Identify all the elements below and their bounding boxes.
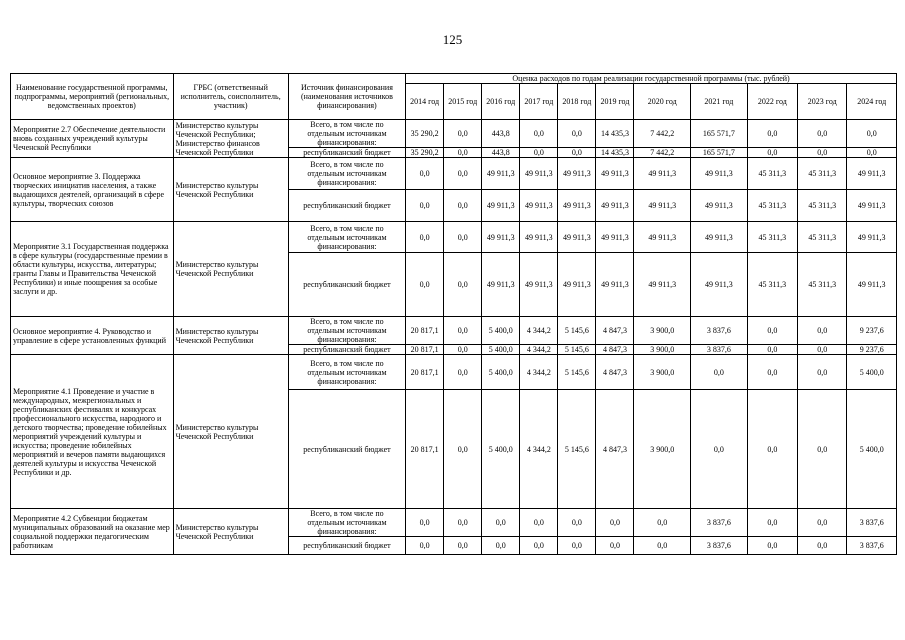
value-cell: 3 900,0 [634, 345, 691, 355]
source-cell: Всего, в том числе по отдельным источникам финансирования: [288, 158, 405, 190]
value-cell: 0,0 [798, 148, 847, 158]
value-cell: 0,0 [747, 345, 797, 355]
value-cell: 5 145,6 [558, 317, 596, 345]
value-cell: 7 442,2 [634, 148, 691, 158]
value-cell: 0,0 [406, 509, 444, 537]
value-cell: 49 911,3 [634, 190, 691, 222]
value-cell: 3 900,0 [634, 355, 691, 390]
value-cell: 0,0 [520, 120, 558, 148]
value-cell: 0,0 [444, 317, 482, 345]
value-cell: 0,0 [444, 355, 482, 390]
value-cell: 49 911,3 [520, 190, 558, 222]
value-cell: 0,0 [747, 148, 797, 158]
value-cell: 9 237,6 [847, 317, 897, 345]
value-cell: 0,0 [520, 537, 558, 555]
value-cell: 4 344,2 [520, 390, 558, 509]
value-cell: 0,0 [406, 537, 444, 555]
value-cell: 0,0 [482, 537, 520, 555]
value-cell: 49 911,3 [520, 222, 558, 253]
year-header: 2020 год [634, 84, 691, 120]
source-cell: Всего, в том числе по отдельным источникам финансирования: [288, 509, 405, 537]
value-cell: 3 837,6 [691, 345, 748, 355]
value-cell: 35 290,2 [406, 120, 444, 148]
source-cell: республиканский бюджет [288, 190, 405, 222]
header-source: Источник финансирования (наименования источников финансирования) [288, 74, 405, 120]
value-cell: 165 571,7 [691, 120, 748, 148]
year-header: 2015 год [444, 84, 482, 120]
value-cell: 5 400,0 [482, 390, 520, 509]
value-cell: 14 435,3 [596, 148, 634, 158]
value-cell: 0,0 [444, 190, 482, 222]
value-cell: 45 311,3 [747, 190, 797, 222]
source-cell: Всего, в том числе по отдельным источникам финансирования: [288, 120, 405, 148]
year-header: 2019 год [596, 84, 634, 120]
value-cell: 49 911,3 [520, 253, 558, 317]
value-cell: 0,0 [747, 120, 797, 148]
value-cell: 0,0 [747, 355, 797, 390]
value-cell: 0,0 [798, 120, 847, 148]
table-body [11, 120, 897, 555]
value-cell: 20 817,1 [406, 345, 444, 355]
grbs-cell: Министерство культуры Чеченской Республики [173, 222, 288, 317]
value-cell: 9 237,6 [847, 345, 897, 355]
value-cell: 3 900,0 [634, 390, 691, 509]
grbs-cell: Министерство культуры Чеченской Республики [173, 158, 288, 222]
value-cell: 0,0 [406, 190, 444, 222]
value-cell: 35 290,2 [406, 148, 444, 158]
value-cell: 49 911,3 [596, 158, 634, 190]
value-cell: 165 571,7 [691, 148, 748, 158]
year-header: 2018 год [558, 84, 596, 120]
activity-name: Основное мероприятие 3. Поддержка творческих инициатив населения, а также выдающихся деятелей, организаций в сфере культуры, творческих союзов [11, 158, 174, 222]
table-row [11, 509, 897, 537]
value-cell: 3 837,6 [847, 509, 897, 537]
value-cell: 49 911,3 [482, 222, 520, 253]
value-cell: 49 911,3 [691, 253, 748, 317]
value-cell: 49 911,3 [691, 190, 748, 222]
value-cell: 49 911,3 [634, 253, 691, 317]
year-header: 2014 год [406, 84, 444, 120]
value-cell: 0,0 [558, 148, 596, 158]
table-row [11, 355, 897, 390]
value-cell: 4 344,2 [520, 355, 558, 390]
value-cell: 0,0 [520, 148, 558, 158]
value-cell: 0,0 [596, 509, 634, 537]
value-cell: 3 837,6 [691, 509, 748, 537]
value-cell: 49 911,3 [847, 190, 897, 222]
value-cell: 0,0 [444, 345, 482, 355]
value-cell: 0,0 [798, 345, 847, 355]
value-cell: 5 400,0 [482, 345, 520, 355]
table-row [11, 120, 897, 148]
activity-name: Мероприятие 2.7 Обеспечение деятельности вновь созданных учреждений культуры Чеченской Республики [11, 120, 174, 158]
value-cell: 5 400,0 [482, 317, 520, 345]
grbs-cell: Министерство культуры Чеченской Республики [173, 317, 288, 355]
budget-table [10, 73, 897, 555]
value-cell: 5 400,0 [482, 355, 520, 390]
value-cell: 49 911,3 [847, 158, 897, 190]
value-cell: 45 311,3 [798, 222, 847, 253]
value-cell: 0,0 [520, 509, 558, 537]
grbs-cell: Министерство культуры Чеченской Республики; Министерство финансов Чеченской Республики [173, 120, 288, 158]
value-cell: 20 817,1 [406, 390, 444, 509]
value-cell: 0,0 [798, 355, 847, 390]
value-cell: 7 442,2 [634, 120, 691, 148]
value-cell: 0,0 [444, 120, 482, 148]
value-cell: 5 145,6 [558, 355, 596, 390]
value-cell: 49 911,3 [558, 222, 596, 253]
year-header: 2016 год [482, 84, 520, 120]
value-cell: 3 837,6 [847, 537, 897, 555]
value-cell: 49 911,3 [482, 158, 520, 190]
value-cell: 0,0 [406, 222, 444, 253]
value-cell: 443,8 [482, 148, 520, 158]
header-name: Наименование государственной программы, подпрограммы, мероприятий (региональных, ведомственных проектов) [11, 74, 174, 120]
grbs-cell: Министерство культуры Чеченской Республики [173, 355, 288, 509]
value-cell: 45 311,3 [798, 253, 847, 317]
value-cell: 0,0 [444, 390, 482, 509]
activity-name: Мероприятие 3.1 Государственная поддержка в сфере культуры (государственные премии в области культуры, искусства, литературы; гранты Главы и Правительства Чеченской Республики) и иные поощрения за особые заслуги и др. [11, 222, 174, 317]
value-cell: 45 311,3 [747, 253, 797, 317]
value-cell: 0,0 [444, 509, 482, 537]
activity-name: Мероприятие 4.2 Субвенции бюджетам муниципальных образований на оказание мер социальной поддержки педагогическим работникам [11, 509, 174, 555]
value-cell: 0,0 [406, 158, 444, 190]
source-cell: республиканский бюджет [288, 148, 405, 158]
value-cell: 4 344,2 [520, 345, 558, 355]
source-cell: республиканский бюджет [288, 390, 405, 509]
value-cell: 4 847,3 [596, 345, 634, 355]
year-header: 2024 год [847, 84, 897, 120]
value-cell: 49 911,3 [634, 222, 691, 253]
value-cell: 3 900,0 [634, 317, 691, 345]
value-cell: 4 847,3 [596, 390, 634, 509]
value-cell: 49 911,3 [596, 190, 634, 222]
value-cell: 0,0 [798, 509, 847, 537]
value-cell: 0,0 [747, 317, 797, 345]
value-cell: 0,0 [444, 253, 482, 317]
value-cell: 5 145,6 [558, 390, 596, 509]
value-cell: 49 911,3 [847, 222, 897, 253]
value-cell: 0,0 [847, 148, 897, 158]
value-cell: 49 911,3 [596, 222, 634, 253]
value-cell: 45 311,3 [798, 158, 847, 190]
activity-name: Основное мероприятие 4. Руководство и управление в сфере установленных функций [11, 317, 174, 355]
value-cell: 45 311,3 [798, 190, 847, 222]
value-cell: 0,0 [406, 253, 444, 317]
value-cell: 5 400,0 [847, 390, 897, 509]
source-cell: республиканский бюджет [288, 345, 405, 355]
value-cell: 4 847,3 [596, 317, 634, 345]
year-header: 2023 год [798, 84, 847, 120]
table-row [11, 317, 897, 345]
value-cell: 49 911,3 [482, 253, 520, 317]
value-cell: 0,0 [747, 390, 797, 509]
value-cell: 49 911,3 [596, 253, 634, 317]
value-cell: 49 911,3 [847, 253, 897, 317]
value-cell: 49 911,3 [482, 190, 520, 222]
activity-name: Мероприятие 4.1 Проведение и участие в международных, межрегиональных и республиканских фестивалях и конкурсах профессионального искусства, народного и детского творчества; проведение юбилейных мероприятий учреждений культуры и искусства; проведение юбилейных мероприятий и вечеров памяти выдающихся деятелей культуры и искусства Чеченской Республики и др. [11, 355, 174, 509]
value-cell: 49 911,3 [634, 158, 691, 190]
source-cell: Всего, в том числе по отдельным источникам финансирования: [288, 222, 405, 253]
value-cell: 49 911,3 [691, 222, 748, 253]
value-cell: 0,0 [558, 537, 596, 555]
value-cell: 49 911,3 [558, 158, 596, 190]
value-cell: 0,0 [747, 509, 797, 537]
value-cell: 3 837,6 [691, 537, 748, 555]
value-cell: 0,0 [444, 158, 482, 190]
value-cell: 3 837,6 [691, 317, 748, 345]
header-estimate: Оценка расходов по годам реализации государственной программы (тыс. рублей) [406, 74, 897, 84]
value-cell: 4 344,2 [520, 317, 558, 345]
value-cell: 45 311,3 [747, 222, 797, 253]
value-cell: 49 911,3 [691, 158, 748, 190]
value-cell: 0,0 [558, 120, 596, 148]
value-cell: 0,0 [444, 148, 482, 158]
source-cell: республиканский бюджет [288, 537, 405, 555]
value-cell: 0,0 [691, 390, 748, 509]
year-header: 2021 год [691, 84, 748, 120]
value-cell: 20 817,1 [406, 317, 444, 345]
value-cell: 20 817,1 [406, 355, 444, 390]
value-cell: 0,0 [747, 537, 797, 555]
source-cell: республиканский бюджет [288, 253, 405, 317]
value-cell: 5 145,6 [558, 345, 596, 355]
year-header: 2022 год [747, 84, 797, 120]
value-cell: 49 911,3 [558, 253, 596, 317]
value-cell: 49 911,3 [558, 190, 596, 222]
value-cell: 49 911,3 [520, 158, 558, 190]
value-cell: 0,0 [634, 537, 691, 555]
value-cell: 443,8 [482, 120, 520, 148]
value-cell: 0,0 [558, 509, 596, 537]
value-cell: 5 400,0 [847, 355, 897, 390]
value-cell: 0,0 [444, 537, 482, 555]
source-cell: Всего, в том числе по отдельным источникам финансирования: [288, 355, 405, 390]
value-cell: 14 435,3 [596, 120, 634, 148]
value-cell: 45 311,3 [747, 158, 797, 190]
value-cell: 0,0 [691, 355, 748, 390]
value-cell: 0,0 [444, 222, 482, 253]
value-cell: 0,0 [482, 509, 520, 537]
value-cell: 4 847,3 [596, 355, 634, 390]
table-row [11, 222, 897, 253]
value-cell: 0,0 [798, 317, 847, 345]
source-cell: Всего, в том числе по отдельным источникам финансирования: [288, 317, 405, 345]
page-number: 125 [442, 32, 463, 47]
grbs-cell: Министерство культуры Чеченской Республики [173, 509, 288, 555]
value-cell: 0,0 [798, 537, 847, 555]
year-header: 2017 год [520, 84, 558, 120]
value-cell: 0,0 [847, 120, 897, 148]
header-grbs: ГРБС (ответственный исполнитель, соисполнитель, участник) [173, 74, 288, 120]
value-cell: 0,0 [634, 509, 691, 537]
value-cell: 0,0 [798, 390, 847, 509]
value-cell: 0,0 [596, 537, 634, 555]
table-row [11, 158, 897, 190]
